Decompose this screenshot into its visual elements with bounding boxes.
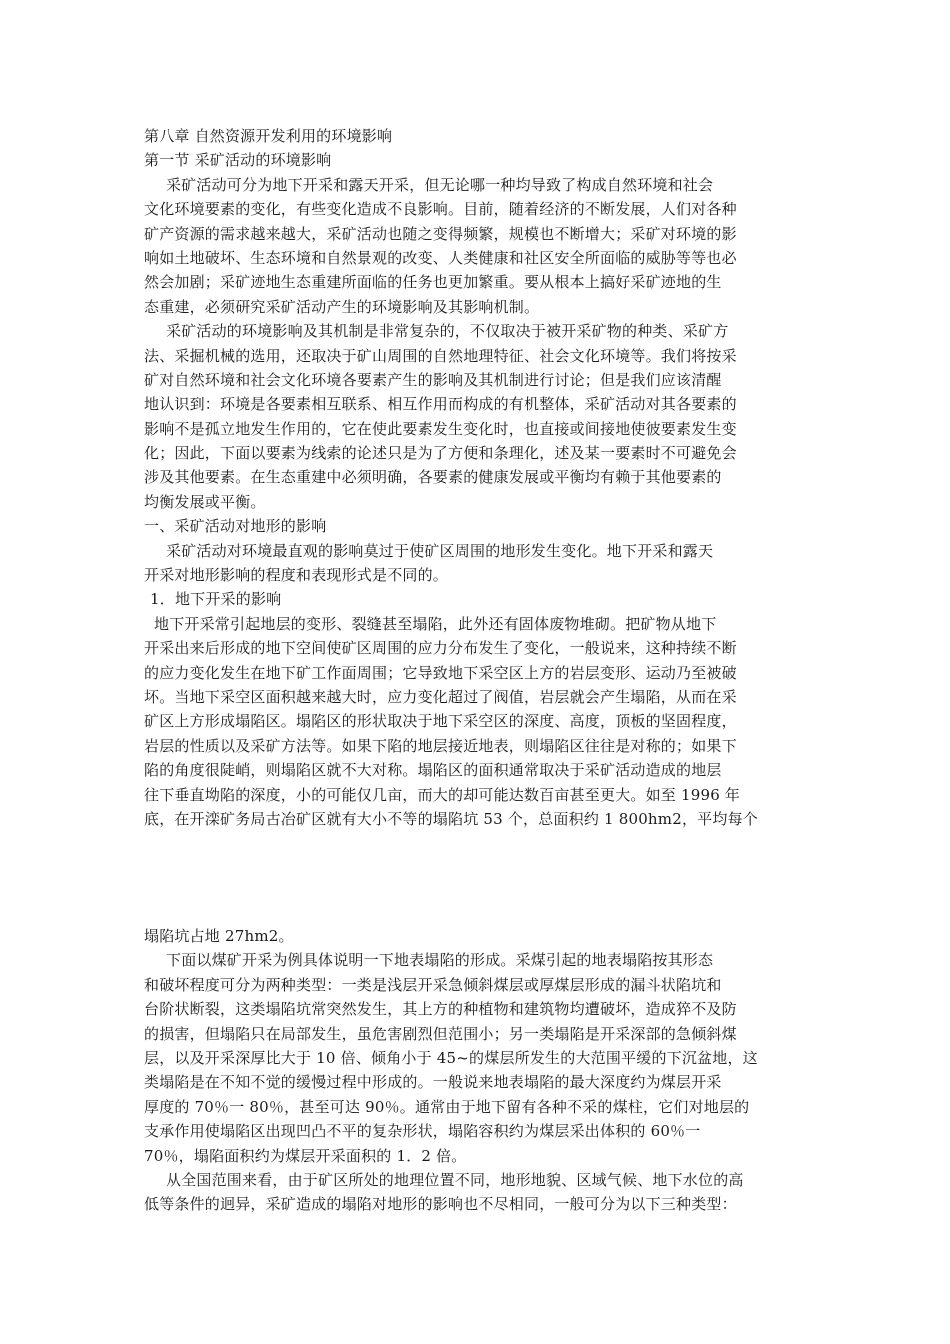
text-line: 往下垂直坳陷的深度，小的可能仅几亩，而大的却可能达数百亩甚至更大。如至 1996 年	[144, 785, 741, 804]
text-line: 第一节 采矿活动的环境影响	[144, 151, 332, 170]
text-block-top	[144, 124, 804, 831]
text-line: 文化环境要素的变化，有些变化造成不良影响。目前，随着经济的不断发展，人们对各种	[144, 200, 737, 219]
text-line: 均衡发展或平衡。	[144, 492, 266, 511]
text-line: 矿对自然环境和社会文化环境各要素产生的影响及其机制进行讨论；但是我们应该清醒	[144, 370, 722, 389]
text-line: 和破坏程度可分为两种类型：一类是浅层开采急倾斜煤层或厚煤层形成的漏斗状陷坑和	[144, 975, 722, 994]
text-line: 涉及其他要素。在生态重建中必须明确，各要素的健康发展或平衡均有赖于其他要素的	[144, 468, 722, 487]
text-line: 厚度的 70％一 80％，甚至可达 90％。通常由于地下留有各种不采的煤柱，它们对地层的	[144, 1097, 750, 1116]
text-line: 地下开采常引起地层的变形、裂缝甚至塌陷，此外还有固体废物堆砌。把矿物从地下	[154, 614, 717, 633]
text-line: 矿区上方形成塌陷区。塌陷区的形状取决于地下采空区的深度、高度，顶板的坚固程度，	[144, 712, 737, 731]
text-line: 采矿活动对环境最直观的影响莫过于使矿区周围的地形发生变化。地下开采和露天	[166, 541, 714, 560]
text-line: 一、采矿活动对地形的影响	[144, 517, 327, 536]
text-line: 70％，塌陷面积约为煤层开采面积的 1．2 倍。	[144, 1146, 467, 1165]
text-line: 化；因此，下面以要素为线索的论述只是为了方便和条理化，述及某一要素时不可避免会	[144, 444, 737, 463]
text-line: 的损害，但塌陷只在局部发生，虽危害剧烈但范围小；另一类塌陷是开采深部的急倾斜煤	[144, 1024, 737, 1043]
text-block-bottom	[144, 924, 804, 1217]
text-line: 1．地下开采的影响	[150, 590, 282, 609]
text-line: 采矿活动可分为地下开采和露天开采，但无论哪一种均导致了构成自然环境和社会	[166, 175, 714, 194]
text-line: 陷的角度很陡峭，则塌陷区就不大对称。塌陷区的面积通常取决于采矿活动造成的地层	[144, 761, 722, 780]
text-line: 从全国范围来看，由于矿区所处的地理位置不同，地形地貌、区域气候、地下水位的高	[166, 1170, 744, 1189]
text-line: 坏。当地下采空区面积越来越大时，应力变化超过了阀值，岩层就会产生塌陷，从而在采	[144, 687, 737, 706]
text-line: 第八章 自然资源开发利用的环境影响	[144, 127, 393, 145]
text-line: 采矿活动的环境影响及其机制是非常复杂的，不仅取决于被开采矿物的种类、采矿方	[166, 322, 729, 341]
text-line: 岩层的性质以及采矿方法等。如果下陷的地层接近地表，则塌陷区往往是对称的；如果下	[144, 736, 737, 755]
text-line: 类塌陷是在不知不觉的缓慢过程中形成的。一般说来地表塌陷的最大深度约为煤层开采	[144, 1073, 722, 1092]
text-line: 台阶状断裂，这类塌陷坑常突然发生，其上方的种植物和建筑物均遭破坏，造成猝不及防	[144, 1000, 737, 1019]
text-line: 开采对地形影响的程度和表现形式是不同的。	[144, 566, 449, 585]
text-line: 开采出来后形成的地下空间使矿区周围的应力分布发生了变化，一般说来，这种持续不断	[144, 639, 737, 658]
text-line: 然会加剧；采矿迹地生态重建所面临的任务也更加繁重。要从根本上搞好采矿迹地的生	[144, 273, 722, 292]
text-line: 态重建，必须研究采矿活动产生的环境影响及其影响机制。	[144, 297, 540, 316]
text-line: 的应力变化发生在地下矿工作面周围；它导致地下采空区上方的岩层变形、运动乃至被破	[144, 663, 737, 682]
text-line: 地认识到：环境是各要素相互联系、相互作用而构成的有机整体，采矿活动对其各要素的	[144, 395, 737, 414]
text-line: 法、采掘机械的选用，还取决于矿山周围的自然地理特征、社会文化环境等。我们将按采	[144, 346, 737, 365]
text-line: 塌陷坑占地 27hm2。	[144, 927, 294, 945]
text-line: 影响不是孤立地发生作用的，它在使此要素发生变化时，也直接或间接地使彼要素发生变	[144, 419, 737, 438]
text-line: 低等条件的迥异，采矿造成的塌陷对地形的影响也不尽相同，一般可分为以下三种类型：	[144, 1195, 737, 1214]
text-line: 底，在开滦矿务局古冶矿区就有大小不等的塌陷坑 53 个，总面积约 1 800hm2，平均每个	[144, 809, 758, 828]
text-line: 矿产资源的需求越来越大，采矿活动也随之变得频繁，规模也不断增大；采矿对环境的影	[144, 224, 737, 243]
text-line: 层，以及开采深厚比大于 10 倍、倾角小于 45~的煤层所发生的大范围平缓的下沉盆地，这	[144, 1048, 758, 1067]
text-line: 响如土地破坏、生态环境和自然景观的改变、人类健康和社区安全所面临的威胁等等也必	[144, 248, 737, 267]
text-line: 支承作用使塌陷区出现凹凸不平的复杂形状，塌陷容积约为煤层采出体积的 60％一	[144, 1122, 701, 1141]
text-line: 下面以煤矿开采为例具体说明一下地表塌陷的形成。采煤引起的地表塌陷按其形态	[166, 951, 714, 970]
